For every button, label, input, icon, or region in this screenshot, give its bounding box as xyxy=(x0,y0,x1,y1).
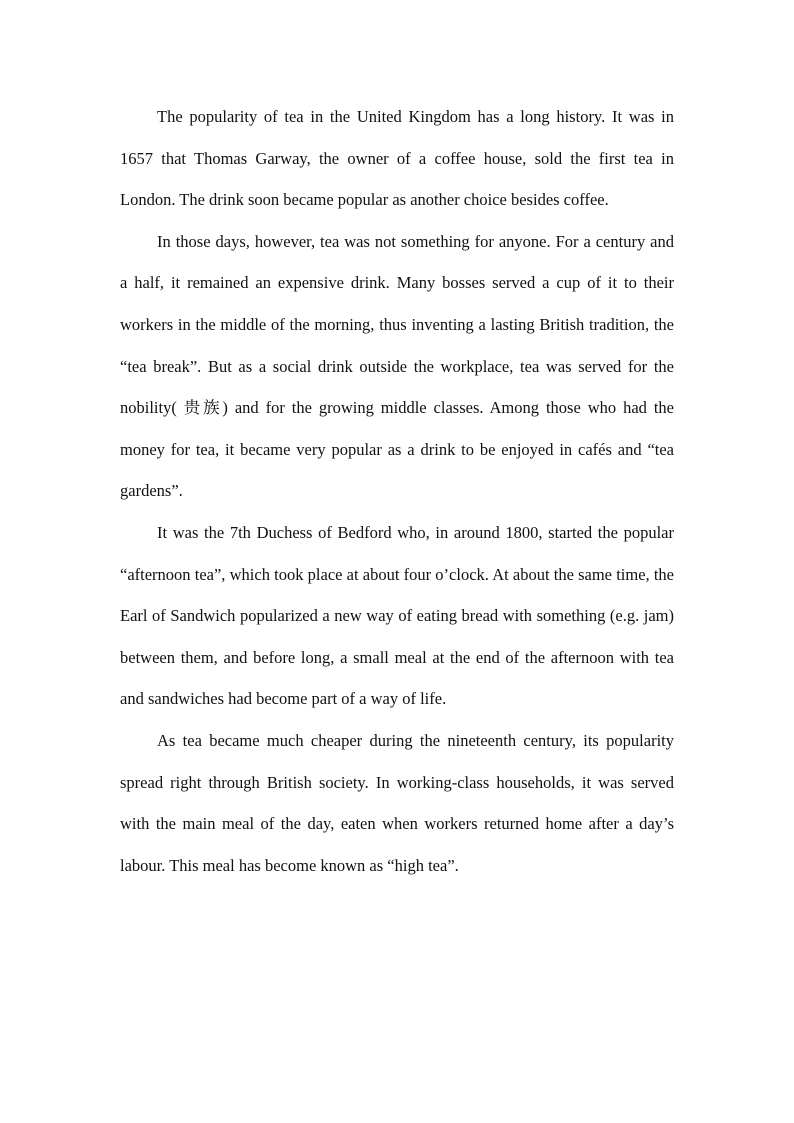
paragraph-4: As tea became much cheaper during the nineteenth century, its popularity spread right through British society. In working-class households, it was served with the main meal of the day, eaten when workers returned home after a day’s labour. This meal has become known as “high tea”. xyxy=(120,730,674,875)
paragraph-3: It was the 7th Duchess of Bedford who, in around 1800, started the popular “afternoon tea”, which took place at about four o’clock. At about the same time, the Earl of Sandwich popularized a new way of eating bread with something (e.g. jam) between them, and before long, a small meal at the end of the afternoon with tea and sandwiches had become part of a way of life. xyxy=(120,522,674,709)
paragraph-1: The popularity of tea in the United Kingdom has a long history. It was in 1657 that Thomas Garway, the owner of a coffee house, sold the first tea in London. The drink soon became popular as another choice besides coffee. xyxy=(120,107,674,210)
paragraph-2: In those days, however, tea was not something for anyone. For a century and a half, it remained an expensive drink. Many bosses served a cup of it to their workers in the middle of the morning, thus inventing a lasting British tradition, the “tea break”. But as a social drink outside the workplace, tea was served for the nobility( 贵族) and for the growing middle classes. Among those who had the money for tea, it became very popular as a drink to be enjoyed in cafés and “tea gardens”. xyxy=(120,231,674,501)
document-body xyxy=(120,96,674,886)
